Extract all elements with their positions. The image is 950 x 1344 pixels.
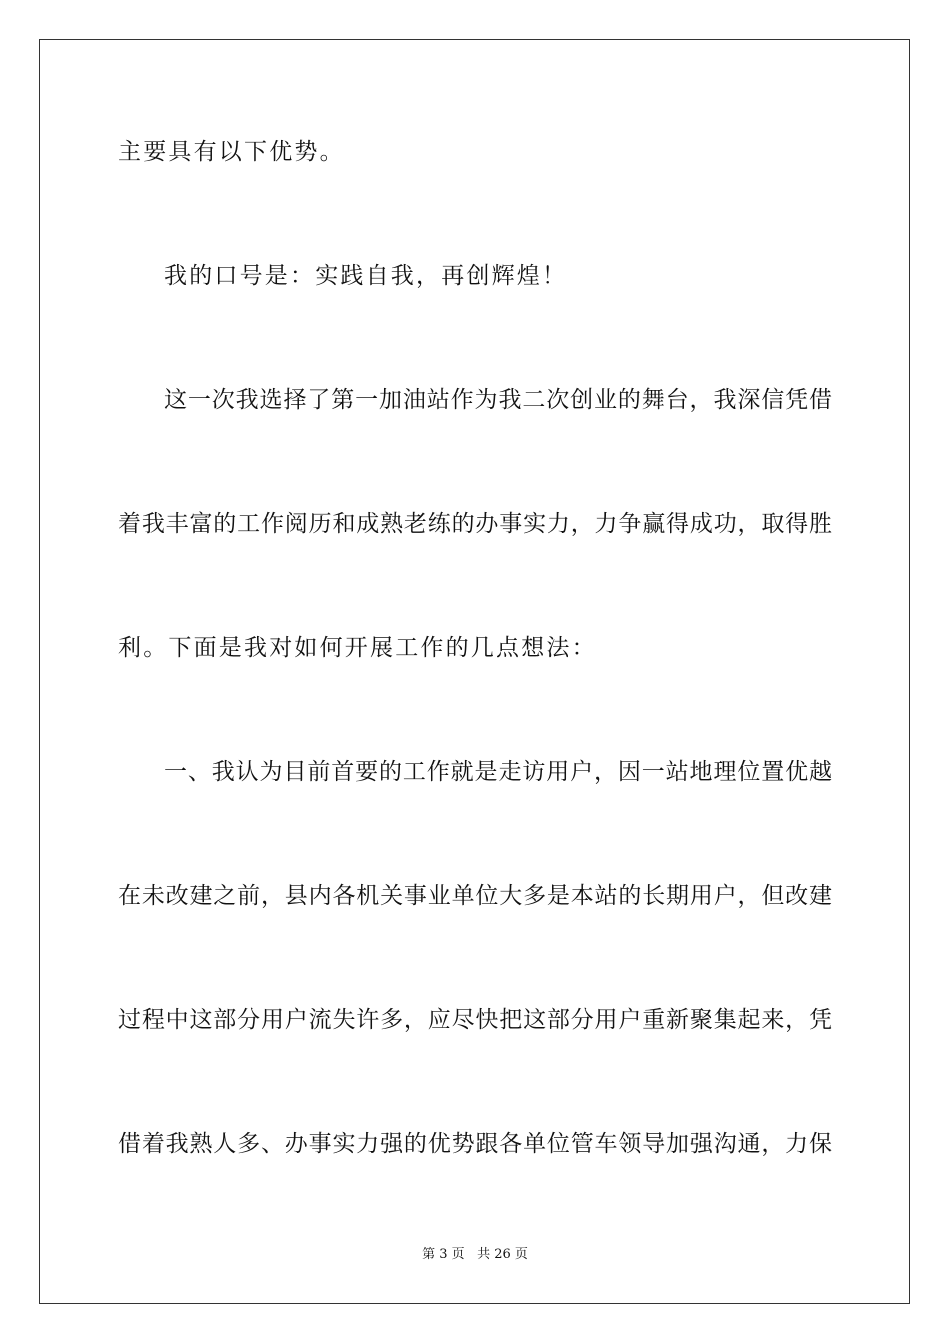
page-footer bbox=[0, 1246, 950, 1264]
paragraph-line-7: 在未改建之前，县内各机关事业单位大多是本站的长期用户，但改建 bbox=[118, 883, 832, 909]
page-border bbox=[39, 39, 910, 1304]
page-number: 第 3 页 bbox=[422, 1247, 465, 1262]
paragraph-line-4: 着我丰富的工作阅历和成熟老练的办事实力，力争赢得成功，取得胜 bbox=[118, 511, 832, 537]
paragraph-line-1: 主要具有以下优势。 bbox=[118, 139, 345, 165]
paragraph-line-5: 利。下面是我对如何开展工作的几点想法： bbox=[118, 635, 597, 661]
paragraph-line-8: 过程中这部分用户流失许多，应尽快把这部分用户重新聚集起来，凭 bbox=[118, 1007, 832, 1033]
paragraph-line-3: 这一次我选择了第一加油站作为我二次创业的舞台，我深信凭借 bbox=[164, 387, 832, 413]
paragraph-line-9: 借着我熟人多、办事实力强的优势跟各单位管车领导加强沟通，力保 bbox=[118, 1131, 832, 1157]
paragraph-line-6: 一、我认为目前首要的工作就是走访用户，因一站地理位置优越 bbox=[164, 759, 832, 785]
page-total: 共 26 页 bbox=[477, 1247, 528, 1262]
paragraph-line-2: 我的口号是：实践自我，再创辉煌！ bbox=[164, 263, 568, 289]
